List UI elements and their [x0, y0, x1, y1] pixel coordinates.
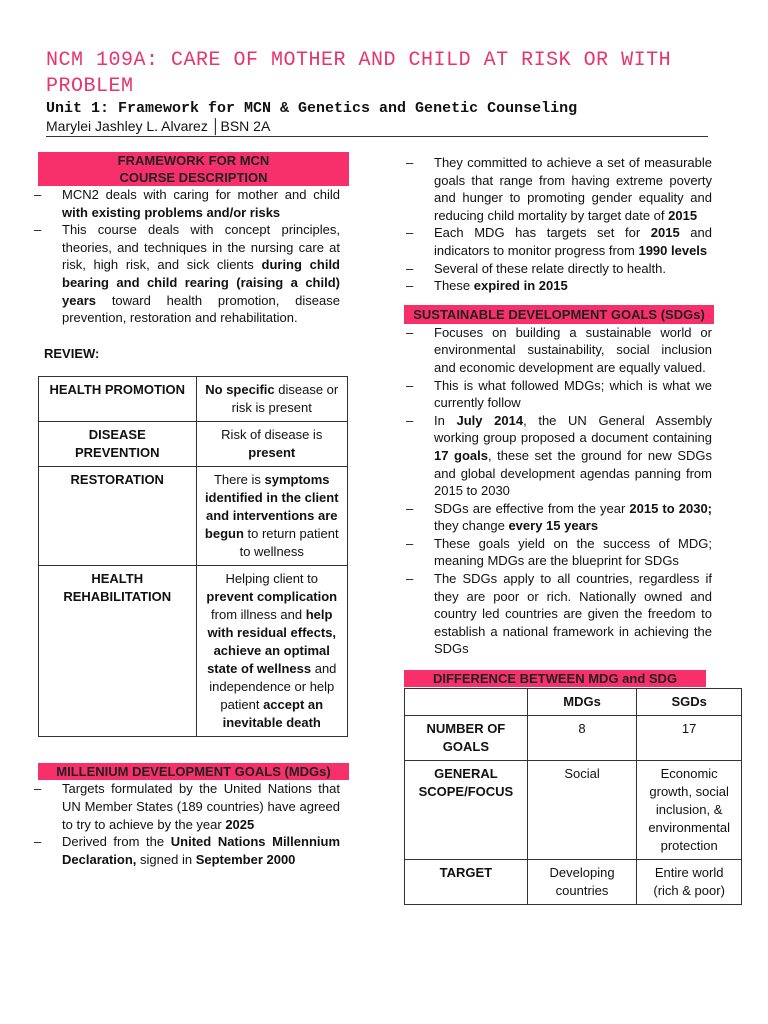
- left-column: [32, 152, 348, 868]
- table-row: [39, 566, 348, 737]
- mdg-heading: MILLENIUM DEVELOPMENT GOALS (MDGs): [38, 763, 349, 780]
- difference-heading: DIFFERENCE BETWEEN MDG and SDG: [404, 670, 706, 687]
- table-row: [39, 377, 348, 422]
- unit-subtitle: Unit 1: Framework for MCN & Genetics and Genetic Counseling: [46, 100, 578, 117]
- review-label: REVIEW:: [44, 345, 100, 361]
- table-cell-label: NUMBER OF GOALS: [405, 715, 528, 760]
- table-cell-label: DISEASE PREVENTION: [39, 422, 197, 467]
- table-cell: There is symptoms identified in the client and interventions are begun to return patient to wellness: [196, 467, 348, 566]
- list-item: – Each MDG has targets set for 2015 and indicators to monitor progress from 1990 levels: [404, 224, 712, 259]
- table-cell: Helping client to prevent complication from illness and help with residual effects, achieve an optimal state of wellness and independence or help patient accept an inevitable death: [196, 566, 348, 737]
- sdg-heading: SUSTAINABLE DEVELOPMENT GOALS (SDGs): [404, 305, 714, 324]
- list-item: – In July 2014, the UN General Assembly working group proposed a document containing 17 goals, these set the ground for new SDGs and global development agendas panning from 2015 to 2030: [404, 412, 712, 500]
- list-item: – MCN2 deals with caring for mother and child with existing problems and/or risks: [32, 186, 340, 221]
- document-title: NCM 109A: CARE OF MOTHER AND CHILD AT RISK OR WITH PROBLEM: [46, 49, 672, 98]
- table-cell-label: HEALTH PROMOTION: [39, 377, 197, 422]
- review-table: [38, 376, 348, 737]
- table-row: [39, 422, 348, 467]
- table-cell: No specific disease or risk is present: [196, 377, 348, 422]
- header-divider: [46, 136, 708, 137]
- table-header-cell: MDGs: [527, 688, 637, 715]
- list-item: – These expired in 2015: [404, 277, 712, 295]
- difference-table: [404, 688, 742, 905]
- author-line: Marylei Jashley L. Alvarez │BSN 2A: [46, 118, 271, 134]
- table-cell-label: GENERAL SCOPE/FOCUS: [405, 760, 528, 859]
- course-description-heading: COURSE DESCRIPTION: [38, 169, 349, 186]
- table-cell: Social: [527, 760, 637, 859]
- list-item: – The SDGs apply to all countries, regardless if they are poor or rich. Nationally owned and country led countries are given the freedom to establish a national framework in achieving the SDGs: [404, 570, 712, 658]
- table-header-cell: SGDs: [637, 688, 742, 715]
- table-row: [405, 688, 742, 715]
- table-cell: Entire world (rich & poor): [637, 859, 742, 904]
- list-item: – This is what followed MDGs; which is what we currently follow: [404, 377, 712, 412]
- list-item: – Several of these relate directly to health.: [404, 260, 712, 278]
- table-header-cell: [405, 688, 528, 715]
- table-cell: 17: [637, 715, 742, 760]
- course-description-list: [32, 186, 340, 327]
- list-item: – Focuses on building a sustainable world or environmental sustainability, social inclusion and economic development are equally valued.: [404, 324, 712, 377]
- table-row: [39, 467, 348, 566]
- table-row: [405, 715, 742, 760]
- table-cell: Risk of disease is present: [196, 422, 348, 467]
- mdg-list: [32, 780, 340, 868]
- right-column: [404, 154, 730, 905]
- table-cell-label: RESTORATION: [39, 467, 197, 566]
- table-cell: 8: [527, 715, 637, 760]
- table-cell-label: TARGET: [405, 859, 528, 904]
- sdg-list: [404, 324, 712, 658]
- table-cell-label: HEALTH REHABILITATION: [39, 566, 197, 737]
- table-cell: Economic growth, social inclusion, & environmental protection: [637, 760, 742, 859]
- list-item: – Derived from the United Nations Millennium Declaration, signed in September 2000: [32, 833, 340, 868]
- mdg-continued-list: [404, 154, 712, 295]
- list-item: – This course deals with concept principles, theories, and techniques in the nursing care at risk, high risk, and sick clients during child bearing and child rearing (raising a child) years toward health promotion, disease prevention, restoration and rehabilitation.: [32, 221, 340, 327]
- list-item: – Targets formulated by the United Nations that UN Member States (189 countries) have agreed to try to achieve by the year 2025: [32, 780, 340, 833]
- list-item: – These goals yield on the success of MDG; meaning MDGs are the blueprint for SDGs: [404, 535, 712, 570]
- framework-heading: FRAMEWORK FOR MCN: [38, 152, 349, 169]
- table-row: [405, 760, 742, 859]
- list-item: – SDGs are effective from the year 2015 to 2030; they change every 15 years: [404, 500, 712, 535]
- list-item: – They committed to achieve a set of measurable goals that range from having extreme poverty and hunger to promoting gender equality and reducing child mortality by target date of 2015: [404, 154, 712, 224]
- table-row: [405, 859, 742, 904]
- table-cell: Developing countries: [527, 859, 637, 904]
